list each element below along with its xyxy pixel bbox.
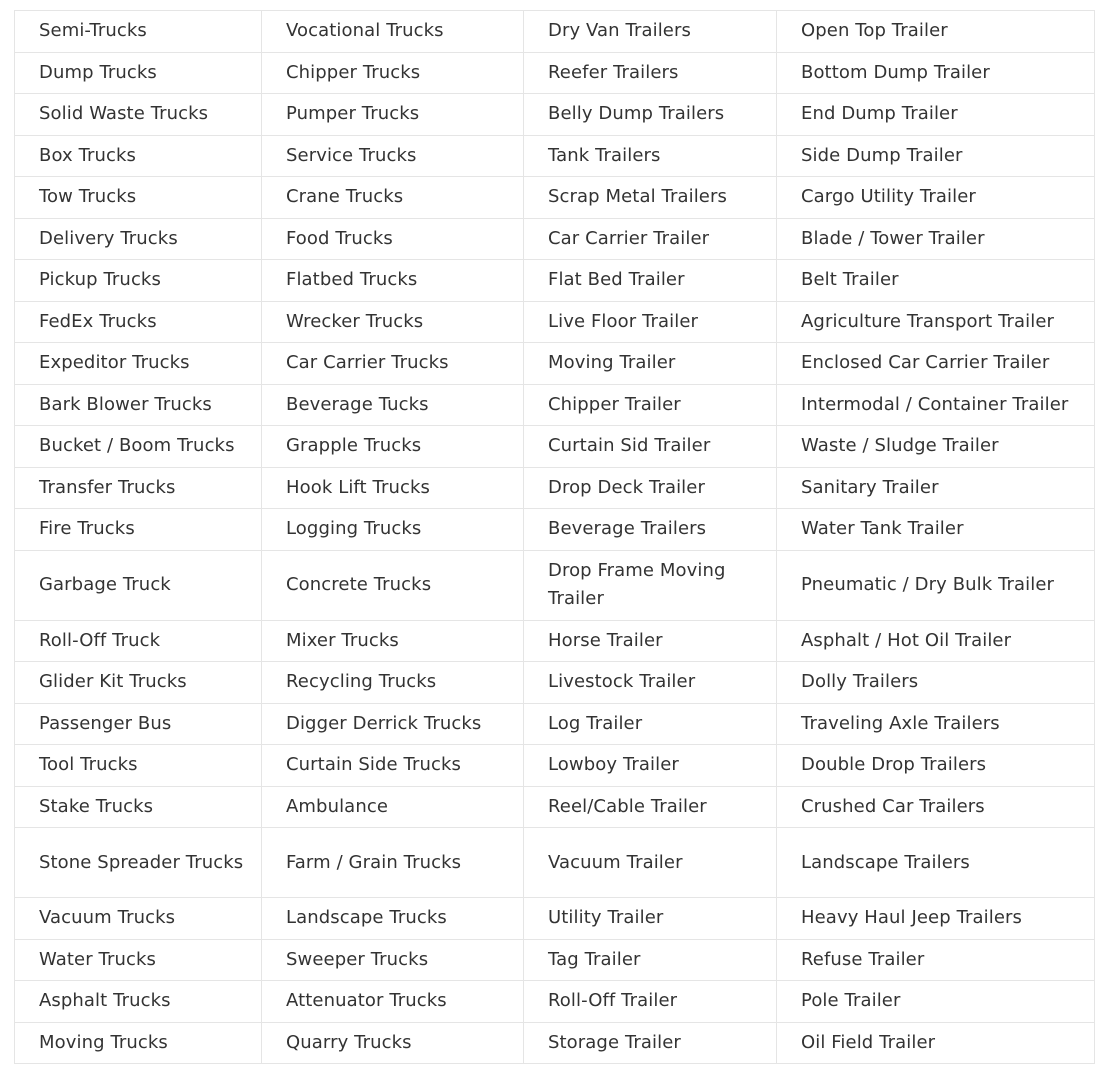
- table-cell: Roll-Off Truck: [15, 620, 262, 662]
- table-cell: Grapple Trucks: [262, 426, 524, 468]
- table-row: [15, 898, 1095, 940]
- table-cell: Passenger Bus: [15, 703, 262, 745]
- table-cell: Dry Van Trailers: [524, 11, 777, 53]
- table-row: [15, 981, 1095, 1023]
- table-row: [15, 1022, 1095, 1064]
- table-cell: Intermodal / Container Trailer: [777, 384, 1095, 426]
- table-cell: Tank Trailers: [524, 135, 777, 177]
- table-cell: Solid Waste Trucks: [15, 94, 262, 136]
- table-cell: Stone Spreader Trucks: [15, 828, 262, 898]
- table-row: [15, 11, 1095, 53]
- table-cell: Water Trucks: [15, 939, 262, 981]
- table-row: [15, 260, 1095, 302]
- table-cell: Tag Trailer: [524, 939, 777, 981]
- table-row: [15, 135, 1095, 177]
- table-row: [15, 662, 1095, 704]
- table-cell: Moving Trailer: [524, 343, 777, 385]
- table-row: [15, 745, 1095, 787]
- table-cell: Beverage Trailers: [524, 509, 777, 551]
- table-row: [15, 52, 1095, 94]
- table-cell: Vacuum Trucks: [15, 898, 262, 940]
- table-cell: Traveling Axle Trailers: [777, 703, 1095, 745]
- table-cell: Sweeper Trucks: [262, 939, 524, 981]
- table-cell: Double Drop Trailers: [777, 745, 1095, 787]
- table-row: [15, 550, 1095, 620]
- table-cell: Concrete Trucks: [262, 550, 524, 620]
- table-cell: Horse Trailer: [524, 620, 777, 662]
- table-cell: Belly Dump Trailers: [524, 94, 777, 136]
- table-cell: Bottom Dump Trailer: [777, 52, 1095, 94]
- vehicle-types-table-container: [14, 10, 1094, 1064]
- table-row: [15, 177, 1095, 219]
- table-cell: Glider Kit Trucks: [15, 662, 262, 704]
- table-cell: Bucket / Boom Trucks: [15, 426, 262, 468]
- table-cell: Crushed Car Trailers: [777, 786, 1095, 828]
- table-cell: Moving Trucks: [15, 1022, 262, 1064]
- table-cell: Reel/Cable Trailer: [524, 786, 777, 828]
- table-cell: Fire Trucks: [15, 509, 262, 551]
- table-cell: End Dump Trailer: [777, 94, 1095, 136]
- table-row: [15, 939, 1095, 981]
- table-cell: Digger Derrick Trucks: [262, 703, 524, 745]
- table-cell: Sanitary Trailer: [777, 467, 1095, 509]
- table-cell: Landscape Trailers: [777, 828, 1095, 898]
- table-cell: Asphalt Trucks: [15, 981, 262, 1023]
- table-cell: Curtain Sid Trailer: [524, 426, 777, 468]
- table-cell: Recycling Trucks: [262, 662, 524, 704]
- table-cell: Log Trailer: [524, 703, 777, 745]
- table-cell: Agriculture Transport Trailer: [777, 301, 1095, 343]
- table-cell: Box Trucks: [15, 135, 262, 177]
- table-row: [15, 94, 1095, 136]
- table-row: [15, 218, 1095, 260]
- table-row: [15, 703, 1095, 745]
- table-cell: Stake Trucks: [15, 786, 262, 828]
- table-cell: Wrecker Trucks: [262, 301, 524, 343]
- table-cell: Drop Deck Trailer: [524, 467, 777, 509]
- table-cell: Livestock Trailer: [524, 662, 777, 704]
- table-cell: Side Dump Trailer: [777, 135, 1095, 177]
- table-row: [15, 620, 1095, 662]
- table-cell: Food Trucks: [262, 218, 524, 260]
- table-cell: Reefer Trailers: [524, 52, 777, 94]
- table-cell: Pickup Trucks: [15, 260, 262, 302]
- table-cell: Roll-Off Trailer: [524, 981, 777, 1023]
- table-cell: Utility Trailer: [524, 898, 777, 940]
- table-cell: Flat Bed Trailer: [524, 260, 777, 302]
- table-cell: Pole Trailer: [777, 981, 1095, 1023]
- table-cell: Cargo Utility Trailer: [777, 177, 1095, 219]
- table-cell: Refuse Trailer: [777, 939, 1095, 981]
- table-cell: Chipper Trailer: [524, 384, 777, 426]
- table-cell: Car Carrier Trucks: [262, 343, 524, 385]
- vehicle-types-table: [14, 10, 1095, 1064]
- table-cell: Bark Blower Trucks: [15, 384, 262, 426]
- table-cell: Farm / Grain Trucks: [262, 828, 524, 898]
- table-cell: Chipper Trucks: [262, 52, 524, 94]
- table-cell: Quarry Trucks: [262, 1022, 524, 1064]
- table-cell: Vacuum Trailer: [524, 828, 777, 898]
- table-cell: Flatbed Trucks: [262, 260, 524, 302]
- table-cell: Ambulance: [262, 786, 524, 828]
- table-cell: Dolly Trailers: [777, 662, 1095, 704]
- table-row: [15, 384, 1095, 426]
- table-cell: Tool Trucks: [15, 745, 262, 787]
- table-cell: Expeditor Trucks: [15, 343, 262, 385]
- table-cell: Semi-Trucks: [15, 11, 262, 53]
- table-cell: Water Tank Trailer: [777, 509, 1095, 551]
- table-cell: Transfer Trucks: [15, 467, 262, 509]
- table-cell: Hook Lift Trucks: [262, 467, 524, 509]
- table-cell: Belt Trailer: [777, 260, 1095, 302]
- table-cell: Vocational Trucks: [262, 11, 524, 53]
- table-cell: Lowboy Trailer: [524, 745, 777, 787]
- table-row: [15, 343, 1095, 385]
- table-cell: Waste / Sludge Trailer: [777, 426, 1095, 468]
- table-cell: Crane Trucks: [262, 177, 524, 219]
- table-cell: FedEx Trucks: [15, 301, 262, 343]
- table-cell: Mixer Trucks: [262, 620, 524, 662]
- table-cell: Drop Frame Moving Trailer: [524, 550, 777, 620]
- table-cell: Pumper Trucks: [262, 94, 524, 136]
- table-row: [15, 301, 1095, 343]
- table-row: [15, 467, 1095, 509]
- table-cell: Tow Trucks: [15, 177, 262, 219]
- table-cell: Oil Field Trailer: [777, 1022, 1095, 1064]
- table-cell: Live Floor Trailer: [524, 301, 777, 343]
- table-cell: Delivery Trucks: [15, 218, 262, 260]
- table-row: [15, 509, 1095, 551]
- table-cell: Service Trucks: [262, 135, 524, 177]
- table-cell: Attenuator Trucks: [262, 981, 524, 1023]
- table-row: [15, 786, 1095, 828]
- table-cell: Blade / Tower Trailer: [777, 218, 1095, 260]
- table-cell: Landscape Trucks: [262, 898, 524, 940]
- table-row: [15, 828, 1095, 898]
- table-cell: Scrap Metal Trailers: [524, 177, 777, 219]
- table-cell: Asphalt / Hot Oil Trailer: [777, 620, 1095, 662]
- table-cell: Enclosed Car Carrier Trailer: [777, 343, 1095, 385]
- table-cell: Storage Trailer: [524, 1022, 777, 1064]
- table-row: [15, 426, 1095, 468]
- table-cell: Garbage Truck: [15, 550, 262, 620]
- table-cell: Heavy Haul Jeep Trailers: [777, 898, 1095, 940]
- table-cell: Car Carrier Trailer: [524, 218, 777, 260]
- table-cell: Logging Trucks: [262, 509, 524, 551]
- table-cell: Curtain Side Trucks: [262, 745, 524, 787]
- table-cell: Pneumatic / Dry Bulk Trailer: [777, 550, 1095, 620]
- table-cell: Dump Trucks: [15, 52, 262, 94]
- table-cell: Beverage Tucks: [262, 384, 524, 426]
- table-cell: Open Top Trailer: [777, 11, 1095, 53]
